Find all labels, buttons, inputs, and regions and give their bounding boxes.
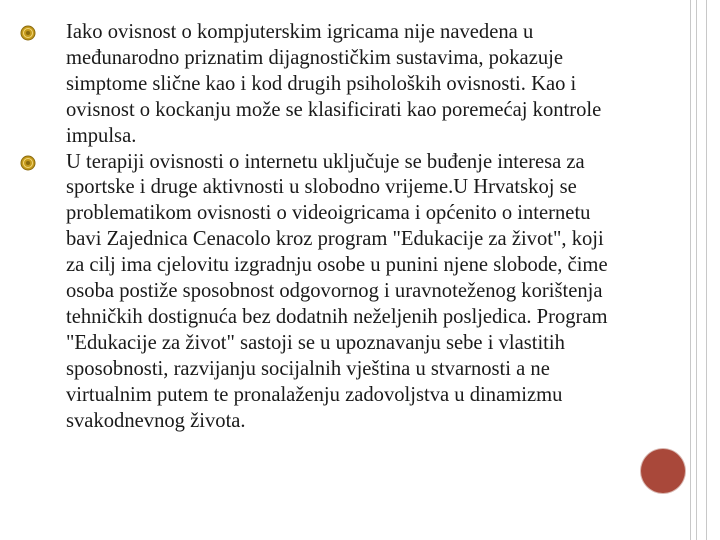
decorative-circle (641, 449, 685, 493)
bullet-item (14, 150, 624, 435)
slide-border-line (690, 0, 691, 540)
slide-content (14, 20, 624, 435)
slide-border-line (706, 0, 707, 540)
slide-border-line (696, 0, 697, 540)
coin-bullet-icon (18, 150, 38, 176)
coin-bullet-icon (18, 20, 38, 46)
bullet-item (14, 20, 624, 150)
bullet-text: Iako ovisnost o kompjuterskim igricama nije navedena u međunarodno priznatim dijagnostičkim sustavima, pokazuje simptome slične kao i kod drugih psiholoških ovisnosti. Kao i ovisnost o kockanju može se klasificirati kao poremećaj kontrole impulsa. (66, 21, 602, 147)
bullet-text: U terapiji ovisnosti o internetu uključuje se buđenje interesa za sportske i druge aktivnosti u slobodno vrijeme.U Hrvatskoj se problematikom ovisnosti o videoigricama i općenito o internetu bavi Zajednica Cenacolo kroz program "Edukacije za život", koji za cilj ima cjelovitu izgradnju osobe u punini njene slobode, čime osoba postiže sposobnost odgovornog i uravnoteženog korištenja tehničkih dostignuća bez dodatnih neželjenih posljedica. Program "Edukacije za život" sastoji se u upoznavanju sebe i vlastitih sposobnosti, razvijanju socijalnih vještina u stvarnosti a ne virtualnim putem te pronalaženju zadovoljstva u dinamizmu svakodnevnog života. (66, 150, 608, 432)
